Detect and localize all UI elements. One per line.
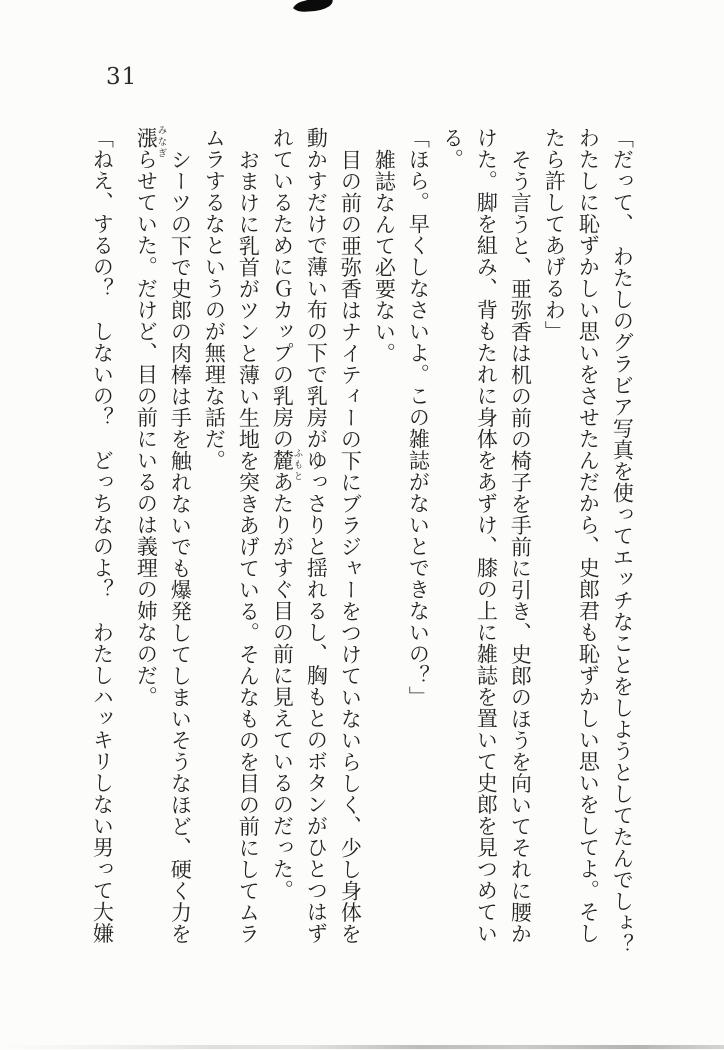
text-column-6: る。 bbox=[440, 127, 465, 170]
text-column-1: 「だって、 わたしのグラビア写真を使ってエッチなことをしようとしてたんでしょ？ bbox=[610, 127, 635, 955]
furigana: ふもと bbox=[291, 447, 303, 482]
furigana: みなぎ bbox=[155, 125, 167, 160]
text-column-3: たら許してあげるわ」 bbox=[542, 127, 567, 342]
text-column-11: れているためにＧカップの乳房の麓あたりがすぐ目の前に見えているのだった。 bbox=[270, 127, 295, 901]
text-column-15: 漲らせていた。だけど、目の前にいるのは義理の姉なのだ。 bbox=[134, 127, 159, 708]
text-column-2: わたしに恥ずかしい思いをさせたんだから、史郎君も恥ずかしい思いをしてよ。そし bbox=[576, 127, 601, 944]
text-column-13: ムラするなというのが無理な話だ。 bbox=[202, 127, 227, 471]
text-column-14: シーツの下で史郎の肉棒は手を触れないでも爆発してしまいそうなほど、硬く力を bbox=[168, 148, 193, 944]
text-column-5: けた。脚を組み、背もたれに身体をあずけ、膝の上に雑誌を置いて史郎を見つめてい bbox=[474, 127, 499, 944]
text-column-8: 雑誌なんて必要ない。 bbox=[372, 148, 397, 364]
text-column-10: 動かすだけで薄い布の下で乳房がゆっさりと揺れるし、胸もとのボタンがひとつはず bbox=[304, 127, 329, 944]
page-number: 31 bbox=[106, 64, 138, 90]
text-column-9: 目の前の亜弥香はナイティーの下にブラジャーをつけていないらしく、少し身体を bbox=[338, 148, 363, 944]
text-column-16: 「ねえ、するの？ しないの？ どっちなのよ？ わたしハッキリしない男って大嫌 bbox=[90, 127, 115, 944]
text-column-12: おまけに乳首がツンと薄い生地を突きあげている。そんなものを目の前にしてムラ bbox=[236, 148, 261, 944]
text-column-7: 「ほら。早くしなさいよ。この雑誌がないとできないの？」 bbox=[406, 127, 431, 708]
text-column-4: そう言うと、亜弥香は机の前の椅子を手前に引き、史郎のほうを向いてそれに腰か bbox=[508, 148, 533, 944]
page-edge-shadow bbox=[0, 1045, 724, 1049]
ink-smudge-icon bbox=[291, 0, 335, 17]
